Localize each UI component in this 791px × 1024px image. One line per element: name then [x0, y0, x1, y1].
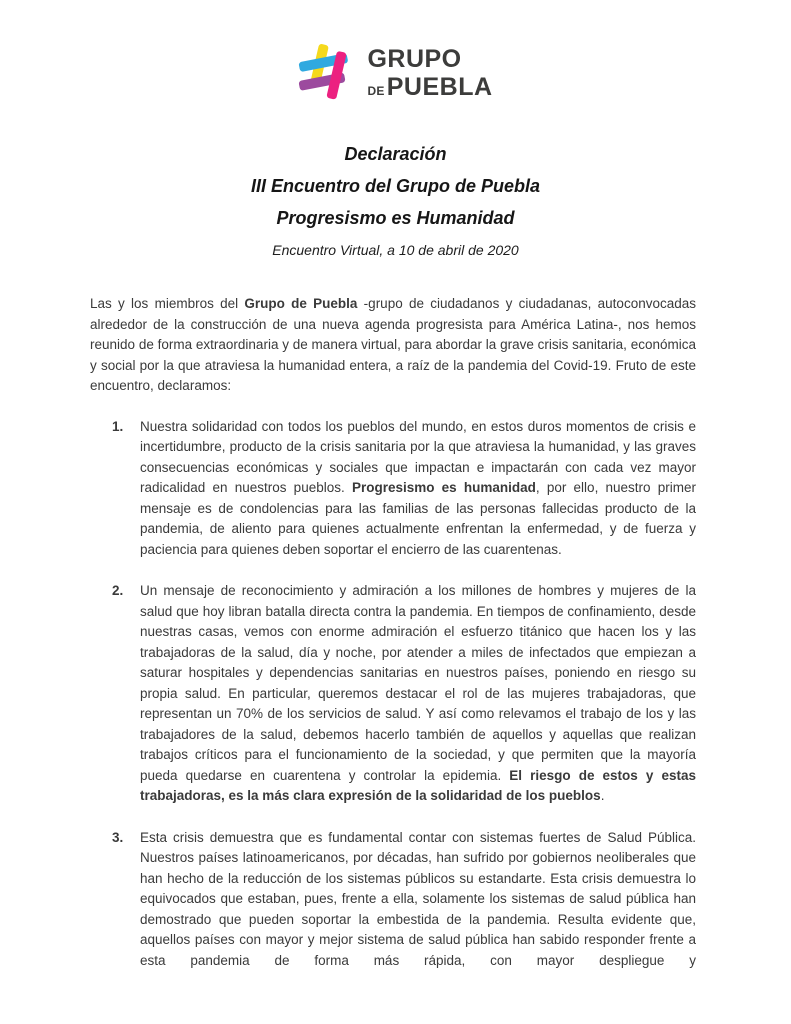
logo-word-de: DE [367, 83, 385, 98]
title-declaracion: Declaración [344, 144, 447, 164]
item-3-number: 3. [112, 829, 124, 845]
declaration-list [90, 417, 696, 972]
item-1-segment: Nuestra solidaridad con todos los pueblos del mundo, en estos duros momentos de crisis e incertidumbre, producto de la crisis sanitaria por la que atraviesa la humanidad, y las graves consecuencias económicas y sociales que impactan e impactarán con cada vez mayor radicalidad en nuestros pueblos. [140, 418, 696, 495]
grupo-de-puebla-asterisk-icon [298, 42, 356, 104]
grupo-de-puebla-logo [0, 0, 791, 104]
item-2-number: 2. [112, 583, 124, 598]
item-1-text [140, 417, 696, 561]
item-1-bold-segment: Progresismo es humanidad [351, 480, 536, 495]
intro-bold-segment: Grupo de Puebla [244, 296, 358, 311]
item-2-segment: . [600, 788, 605, 803]
subtitle-encuentro-virtual-date: Encuentro Virtual, a 10 de abril de 2020 [272, 242, 519, 258]
item-2-text [140, 581, 696, 807]
declaration-item-3 [90, 828, 696, 972]
item-3-text [140, 828, 696, 972]
item-1-segment: , por ello, nuestro primer mensaje es de condolencias para las familias de las personas fallecidas producto de la pandemia, de aliento para quienes actualmente enfrentan la enfermedad, y de fuerza y paciencia para quienes deben soportar el encierro de las cuarentenas. [140, 480, 696, 557]
intro-segment: -grupo de ciudadanos y ciudadanas, autoconvocadas alrededor de la construcción de una nueva agenda progresista para América Latina-, nos hemos reunido de forma extraordinaria y de manera virtual, para abordar la grave crisis sanitaria, económica y social por la que atraviesa la humanidad entera, a raíz de la pandemia del Covid-19. Fruto de este encuentro, declaramos: [90, 296, 696, 393]
declaration-item-2 [90, 581, 696, 807]
document-header [0, 138, 791, 264]
logo-word-puebla: PUEBLA [386, 72, 493, 101]
document-body [0, 294, 791, 971]
item-1-number: 1. [112, 418, 124, 434]
declaration-item-1 [90, 417, 696, 561]
intro-paragraph [90, 294, 696, 397]
logo-wordmark [367, 44, 493, 101]
item-3-segment: Esta crisis demuestra que es fundamental contar con sistemas fuertes de Salud Pública. Nuestros países latinoamericanos, por décadas, han sufrido por gobiernos neoliberales que han hecho de la reducción de los sistemas públicos su estandarte. Esta crisis demuestra lo equivocados que estaban, pues, frente a ella, solamente los sistemas de salud pública han demostrado que pueden soportar la embestida de la pandemia. Resulta evidente que, aquellos países con mayor y mejor sistema de salud pública han sabido responder frente a esta pandemia de forma más rápida, con mayor despliegue y [140, 829, 696, 968]
title-iii-encuentro: III Encuentro del Grupo de Puebla [250, 176, 541, 196]
intro-segment: Las y los miembros del [90, 296, 245, 311]
item-2-segment: Un mensaje de reconocimiento y admiración a los millones de hombres y mujeres de la salud que hoy libran batalla directa contra la pandemia. En tiempos de confinamiento, desde nuestras casas, vemos con enorme admiración el esfuerzo titánico que hacen los y las trabajadoras de la salud, día y noche, por atender a miles de infectados que empiezan a saturar hospitales y dependencias sanitarias en nuestros países, poniendo en riesgo su propia salud. En particular, queremos destacar el rol de las mujeres trabajadoras, que representan un 70% de los servicios de salud. Y así como relevamos el trabajo de los y las trabajadores de la salud, debemos hacerlo también de aquellos y aquellas que realizan trabajos críticos para el funcionamiento de la sociedad, y que permiten que la mayoría pueda quedarse en cuarentena y controlar la epidemia. [140, 583, 696, 783]
logo-line-2 [367, 72, 493, 101]
item-2-bold-segment: El riesgo de estos y estas trabajadoras, es la más clara expresión de la solidaridad de los pueblos [140, 767, 696, 803]
logo-word-grupo: GRUPO [367, 44, 462, 73]
title-progresismo-es-humanidad: Progresismo es Humanidad [276, 208, 515, 228]
